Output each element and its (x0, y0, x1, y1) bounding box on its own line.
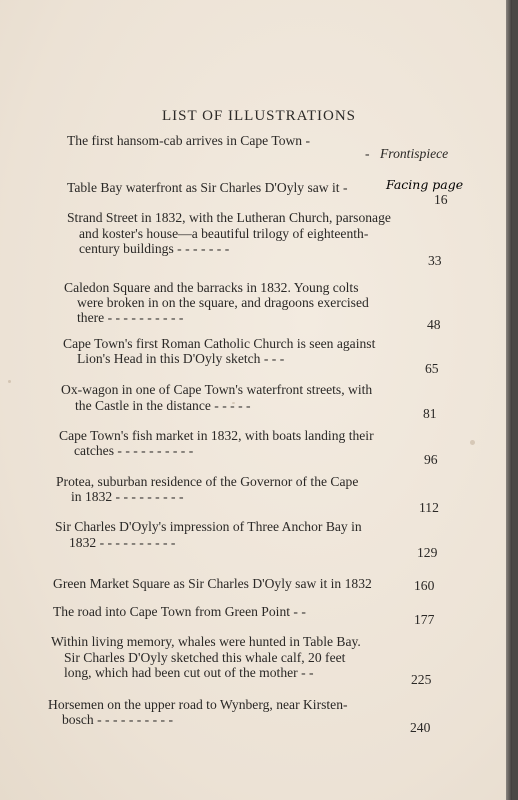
entry-caption-line: Horsemen on the upper road to Wynberg, near Kirsten- (48, 697, 348, 712)
entry-page-number: 160 (414, 578, 435, 593)
entry-caption-line: were broken in on the square, and dragoons exercised (77, 295, 369, 310)
entry-caption-line: Table Bay waterfront as Sir Charles D'Oyly saw it - (67, 180, 348, 195)
entry-caption-line: Strand Street in 1832, with the Lutheran Church, parsonage (67, 210, 391, 225)
page-edge-shadow (506, 0, 512, 800)
entry-page-number: 129 (417, 545, 438, 560)
entry-page-number: 240 (410, 720, 431, 735)
entry-page-number: 48 (427, 317, 441, 332)
entry-caption-line: Within living memory, whales were hunted in Table Bay. (51, 634, 361, 649)
foxing-spot (8, 380, 11, 383)
entry-caption-line: the Castle in the distance - - - - - (75, 398, 251, 413)
entry-caption-line: Green Market Square as Sir Charles D'Oyly saw it in 1832 (53, 576, 372, 591)
entry-caption-line: The road into Cape Town from Green Point - - (53, 604, 306, 619)
entry-caption-line: Sir Charles D'Oyly sketched this whale calf, 20 feet (64, 650, 346, 665)
entry-caption-line: long, which had been cut out of the mother - - (64, 665, 314, 680)
entry-caption-line: bosch - - - - - - - - - - (62, 712, 173, 727)
entry-page-number: 112 (419, 500, 439, 515)
entry-caption-line: in 1832 - - - - - - - - - (71, 489, 184, 504)
entry-caption-line: The first hansom-cab arrives in Cape Town - (67, 133, 311, 148)
entry-page-number: Frontispiece (380, 146, 449, 161)
entry-caption-line: 1832 - - - - - - - - - - (69, 535, 176, 550)
page-title: LIST OF ILLUSTRATIONS (161, 108, 357, 124)
entry-caption-line: Sir Charles D'Oyly's impression of Three Anchor Bay in (55, 519, 362, 534)
entry-caption-line: Ox-wagon in one of Cape Town's waterfront streets, with (61, 382, 373, 397)
entry-caption-line: and koster's house—a beautiful trilogy of eighteenth- (79, 226, 369, 241)
entry-caption-line: Protea, suburban residence of the Governor of the Cape (56, 474, 359, 489)
entry-caption-line: there - - - - - - - - - - (77, 310, 184, 325)
entry-page-number: 65 (425, 361, 439, 376)
foxing-spot (470, 440, 475, 445)
entry-caption-line: Cape Town's first Roman Catholic Church is seen against (63, 336, 376, 351)
entry-caption-line: catches - - - - - - - - - - (74, 443, 194, 458)
facing-page-label: Facing page (386, 177, 464, 192)
entry-caption-line: Lion's Head in this D'Oyly sketch - - - (77, 351, 285, 366)
entry-caption-line: century buildings - - - - - - - (79, 241, 230, 256)
entry-page-number: 16 (434, 192, 448, 207)
entry-caption-line: - (365, 146, 370, 161)
entry-page-number: 177 (414, 612, 435, 627)
entry-caption-line: Caledon Square and the barracks in 1832. Young colts (64, 280, 359, 295)
entry-page-number: 81 (423, 406, 437, 421)
entry-page-number: 33 (428, 253, 442, 268)
entry-page-number: 96 (424, 452, 438, 467)
entry-caption-line: Cape Town's fish market in 1832, with boats landing their (59, 428, 374, 443)
entry-page-number: 225 (411, 672, 432, 687)
